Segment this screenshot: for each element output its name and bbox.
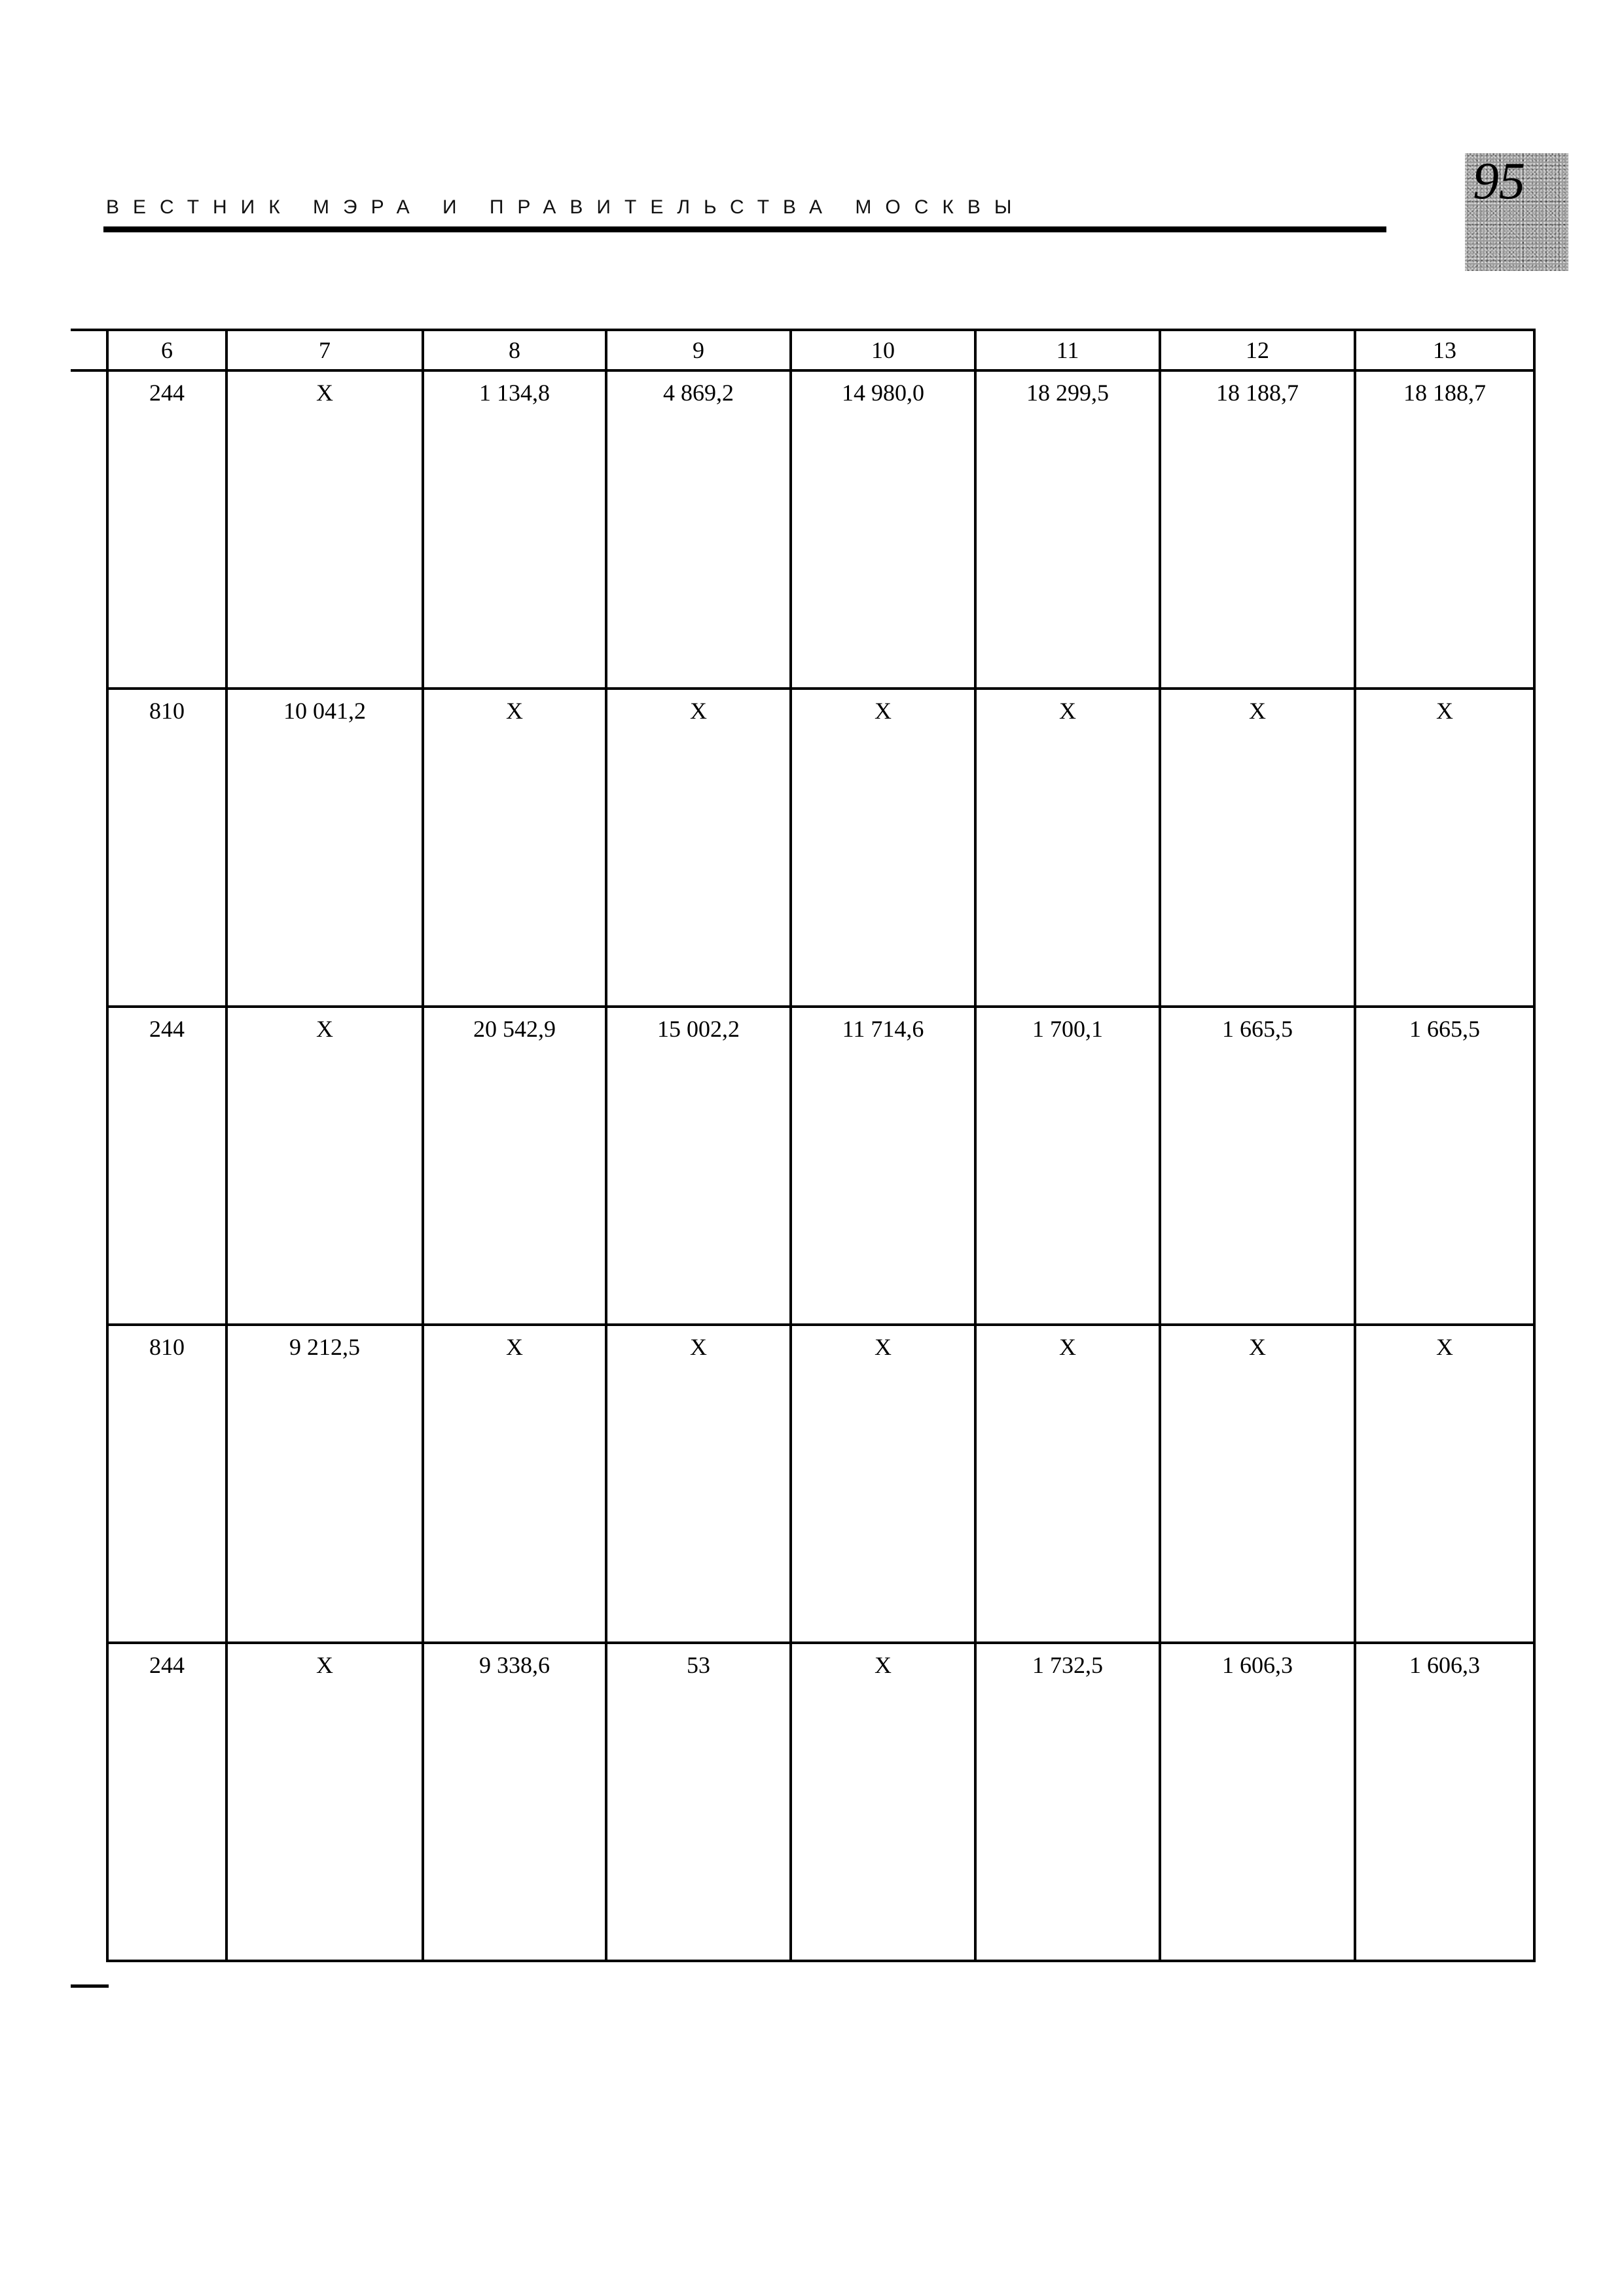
table-cell: Х: [1355, 1325, 1534, 1643]
table-cell: Х: [423, 689, 606, 1007]
table-cell: 1 700,1: [975, 1007, 1160, 1325]
table-cell: 244: [107, 370, 226, 689]
column-header: 6: [107, 330, 226, 370]
table-cell: Х: [1355, 689, 1534, 1007]
table-cell: 1 665,5: [1355, 1007, 1534, 1325]
masthead-rule: [103, 226, 1386, 232]
journal-masthead: ВЕСТНИК МЭРА И ПРАВИТЕЛЬСТВА МОСКВЫ: [106, 196, 1026, 218]
table-cell: Х: [1160, 1325, 1355, 1643]
page-number: 95: [1473, 152, 1525, 210]
table-cell: 9 212,5: [226, 1325, 423, 1643]
table-cell: Х: [226, 1007, 423, 1325]
table-cell: Х: [791, 689, 975, 1007]
table-cell: Х: [226, 370, 423, 689]
table-cell: 18 188,7: [1160, 370, 1355, 689]
table-cell: 4 869,2: [606, 370, 791, 689]
table-cell: 244: [107, 1643, 226, 1961]
table-cell: Х: [226, 1643, 423, 1961]
table-cell: 18 299,5: [975, 370, 1160, 689]
table-header-row: [107, 330, 1534, 370]
table-cell: 10 041,2: [226, 689, 423, 1007]
column-header: 11: [975, 330, 1160, 370]
column-header: 13: [1355, 330, 1534, 370]
table-cell: 810: [107, 689, 226, 1007]
table-cell: Х: [975, 1325, 1160, 1643]
table-cell: Х: [423, 1325, 606, 1643]
table-cell: 20 542,9: [423, 1007, 606, 1325]
table-cell: Х: [1160, 689, 1355, 1007]
table-row: [107, 689, 1534, 1007]
table-row: [107, 1325, 1534, 1643]
table-cell: 810: [107, 1325, 226, 1643]
table-cell: 14 980,0: [791, 370, 975, 689]
table-cell: 15 002,2: [606, 1007, 791, 1325]
table-cell: 18 188,7: [1355, 370, 1534, 689]
table-left-bottom-rule: [71, 1984, 109, 1988]
table-left-top-rule: [71, 329, 109, 331]
table-row: [107, 1007, 1534, 1325]
table-cell: 9 338,6: [423, 1643, 606, 1961]
table-row: [107, 1643, 1534, 1961]
table-cell: 244: [107, 1007, 226, 1325]
table-cell: Х: [791, 1325, 975, 1643]
table-cell: 1 732,5: [975, 1643, 1160, 1961]
table-cell: Х: [606, 1325, 791, 1643]
table-cell: 1 606,3: [1160, 1643, 1355, 1961]
table-cell: 1 665,5: [1160, 1007, 1355, 1325]
table-cell: Х: [606, 689, 791, 1007]
table-cell: Х: [791, 1643, 975, 1961]
table-cell: 53: [606, 1643, 791, 1961]
column-header: 12: [1160, 330, 1355, 370]
column-header: 10: [791, 330, 975, 370]
table-cell: 11 714,6: [791, 1007, 975, 1325]
column-header: 9: [606, 330, 791, 370]
table-left-header-rule: [71, 369, 109, 372]
table-cell: Х: [975, 689, 1160, 1007]
table-cell: 1 134,8: [423, 370, 606, 689]
column-header: 7: [226, 330, 423, 370]
column-header: 8: [423, 330, 606, 370]
data-table: [106, 329, 1536, 1962]
table-cell: 1 606,3: [1355, 1643, 1534, 1961]
table-row: [107, 370, 1534, 689]
